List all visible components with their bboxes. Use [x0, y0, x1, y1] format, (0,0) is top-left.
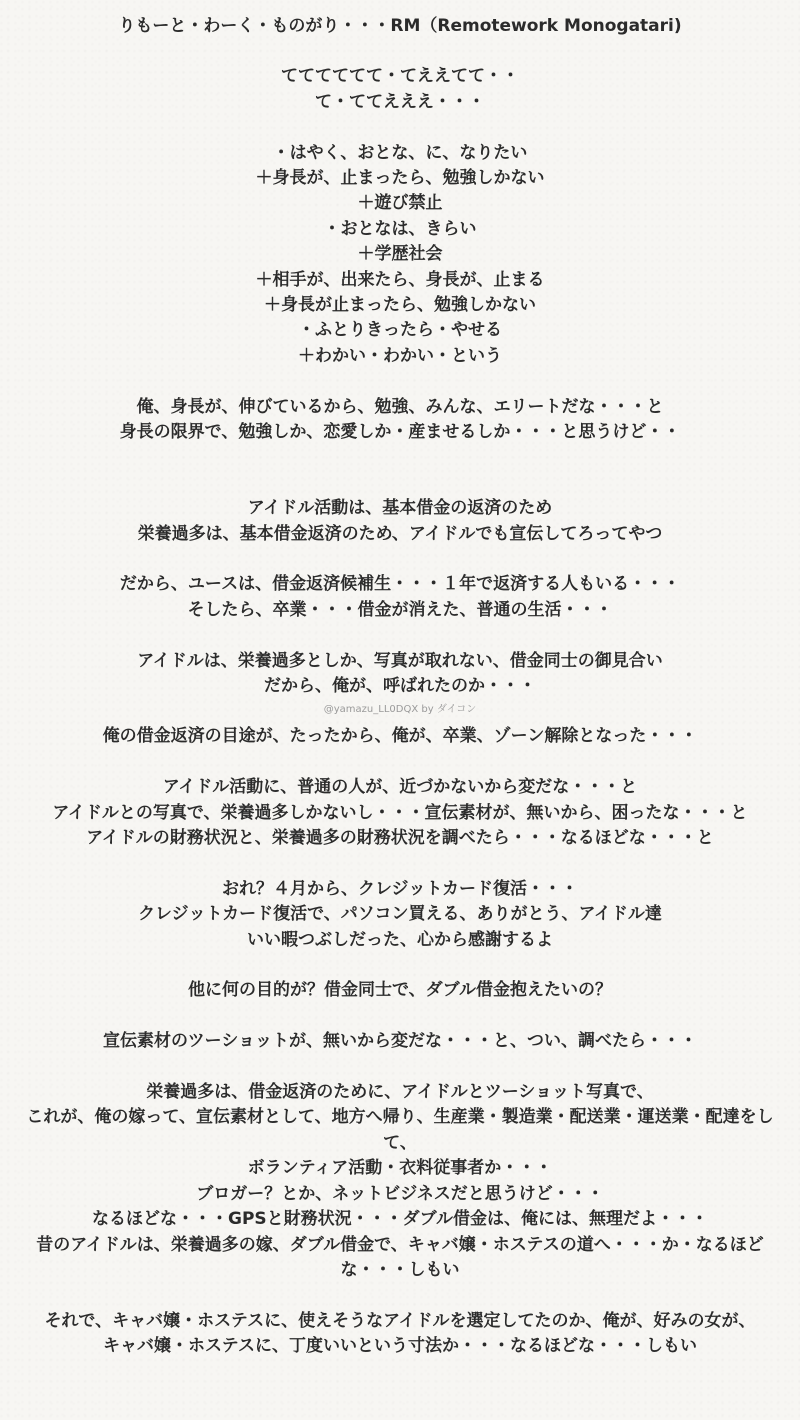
text-line: そしたら、卒業・・・借金が消えた、普通の生活・・・ [187, 599, 613, 620]
text-line: アイドル活動は、基本借金の返済のため [247, 498, 553, 519]
blank-line [14, 547, 786, 572]
text-line: てててててて・てええてて・・ [281, 66, 519, 87]
blank-line [14, 1004, 786, 1029]
text-line: 俺の借金返済の目途が、たったから、俺が、卒業、ゾーン解除となった・・・ [102, 726, 698, 747]
text-line: 俺、身長が、伸びているから、勉強、みんな、エリートだな・・・と [136, 396, 664, 417]
text-line: ボランティア活動・衣料従事者か・・・ [247, 1158, 553, 1179]
text-line: クレジットカード復活で、パソコン買える、ありがとう、アイドル達 [138, 904, 662, 925]
text-line: だから、俺が、呼ばれたのか・・・ [264, 676, 536, 697]
blank-line [14, 471, 786, 496]
text-line: て・ててえええ・・・ [315, 91, 485, 112]
text-line: ＋相手が、出来たら、身長が、止まる [255, 269, 545, 290]
blank-line [14, 1055, 786, 1080]
text-line: 身長の限界で、勉強しか、恋愛しか・産ませるしか・・・と思うけど・・ [119, 422, 681, 443]
blank-line [14, 750, 786, 775]
text-line: ＋遊び禁止 [357, 193, 443, 214]
text-line: 昔のアイドルは、栄養過多の嫁、ダブル借金で、キャバ嬢・ホステスの道へ・・・か・なるほどな・・・しもい [36, 1234, 764, 1280]
text-line: だから、ユースは、借金返済候補生・・・１年で返済する人もいる・・・ [119, 574, 681, 595]
text-line: いい暇つぶしだった、心から感謝するよ [247, 929, 553, 950]
blank-line [14, 39, 786, 64]
blank-line [14, 445, 786, 470]
text-line: なるほどな・・・GPSと財務状況・・・ダブル借金は、俺には、無理だよ・・・ [92, 1209, 708, 1230]
text-line: これが、俺の嫁って、宣伝素材として、地方へ帰り、生産業・製造業・配送業・運送業・配達をして、 [26, 1107, 774, 1153]
blank-line [14, 623, 786, 648]
text-line: 栄養過多は、基本借金返済のため、アイドルでも宣伝してろってやつ [137, 523, 663, 544]
text-line: ＋身長が止まったら、勉強しかない [264, 295, 536, 316]
text-line: ＋学歴社会 [357, 244, 443, 265]
blank-line [14, 1283, 786, 1308]
text-line: キャバ嬢・ホステスに、丁度いいという寸法か・・・なるほどな・・・しもい [103, 1336, 697, 1357]
watermark-credit: @yamazu_LL0DQX by ダイコン [323, 704, 477, 716]
text-line: 他に何の目的が？借金同士で、ダブル借金抱えたいの？ [188, 980, 612, 1001]
text-line: アイドルの財務状況と、栄養過多の財務状況を調べたら・・・なるほどな・・・と [86, 828, 714, 849]
blank-line [14, 369, 786, 394]
text-line: アイドルとの写真で、栄養過多しかないし・・・宣伝素材が、無いから、困ったな・・・と [52, 802, 748, 823]
text-line: それで、キャバ嬢・ホステスに、使えそうなアイドルを選定してたのか、俺が、好みの女が、 [44, 1310, 756, 1331]
text-line: 宣伝素材のツーショットが、無いから変だな・・・と、つい、調べたら・・・ [103, 1031, 697, 1052]
blank-line [14, 851, 786, 876]
text-line: アイドルは、栄養過多としか、写真が取れない、借金同士の御見合い [137, 650, 663, 671]
text-line: ・ふとりきったら・やせる [298, 320, 502, 341]
text-line: ブロガー？とか、ネットビジネスだと思うけど・・・ [196, 1183, 604, 1204]
text-line: ・はやく、おとな、に、なりたい [272, 142, 528, 163]
text-line: ＋わかい・わかい・という [298, 345, 502, 366]
text-line: ＋身長が、止まったら、勉強しかない [255, 168, 545, 188]
text-line: おれ？４月から、クレジットカード復活・・・ [221, 878, 579, 899]
text-line: アイドル活動に、普通の人が、近づかないから変だな・・・と [162, 777, 638, 798]
blank-line [14, 115, 786, 140]
blank-line [14, 953, 786, 978]
text-line: ・おとなは、きらい [323, 218, 477, 239]
document-title: りもーと・わーく・ものがり・・・RM（Remotework Monogatari) [118, 16, 682, 36]
text-line: 栄養過多は、借金返済のために、アイドルとツーショット写真で、 [146, 1082, 654, 1103]
